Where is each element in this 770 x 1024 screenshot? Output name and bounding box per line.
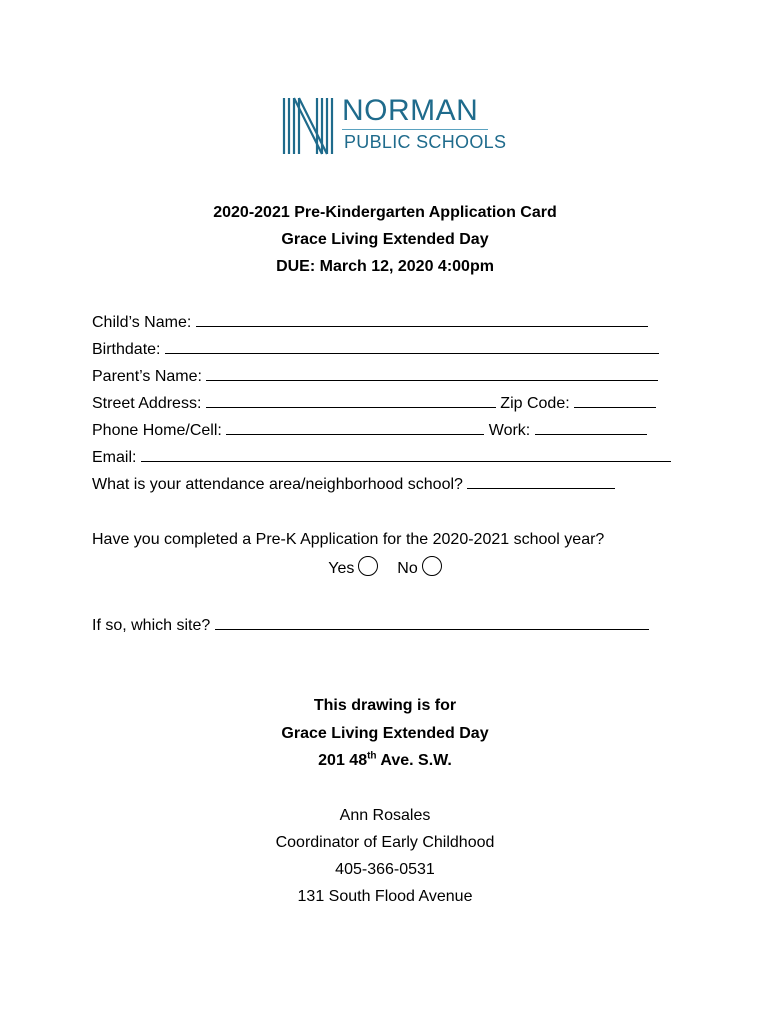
zip-code-line[interactable] xyxy=(574,393,656,408)
work-label: Work: xyxy=(488,422,531,439)
which-site-line[interactable] xyxy=(215,615,649,630)
child-name-label: Child’s Name: xyxy=(92,314,192,331)
phone-line[interactable] xyxy=(226,420,484,435)
form-due-date: DUE: March 12, 2020 4:00pm xyxy=(276,258,494,275)
phone-label: Phone Home/Cell: xyxy=(92,422,222,439)
norman-public-schools-logo xyxy=(282,94,507,156)
birthdate-line[interactable] xyxy=(165,339,659,354)
birthdate-field[interactable] xyxy=(92,339,659,360)
no-label: No xyxy=(397,560,418,577)
parent-name-line[interactable] xyxy=(206,366,658,381)
n-logo-icon xyxy=(282,96,334,156)
street-address-line[interactable] xyxy=(206,393,496,408)
child-name-line[interactable] xyxy=(196,312,648,327)
phone-field[interactable] xyxy=(92,420,647,441)
drawing-address xyxy=(0,747,770,774)
parent-name-field[interactable] xyxy=(92,366,658,387)
contact-title: Coordinator of Early Childhood xyxy=(275,834,495,851)
logo-norman-text: NORMAN xyxy=(342,94,479,127)
attendance-area-line[interactable] xyxy=(467,474,615,489)
contact-name: Ann Rosales xyxy=(339,807,431,824)
contact-phone: 405-366-0531 xyxy=(335,861,435,878)
yes-no-options xyxy=(0,556,770,578)
prek-application-question: Have you completed a Pre-K Application for the 2020-2021 school year? xyxy=(92,531,605,548)
child-name-field[interactable] xyxy=(92,312,648,333)
zip-code-label: Zip Code: xyxy=(500,395,570,412)
no-radio[interactable] xyxy=(422,556,442,576)
form-site: Grace Living Extended Day xyxy=(281,231,489,248)
yes-label: Yes xyxy=(328,560,355,577)
which-site-label: If so, which site? xyxy=(92,617,211,634)
street-address-label: Street Address: xyxy=(92,395,202,412)
contact-address: 131 South Flood Avenue xyxy=(297,888,473,905)
attendance-area-label: What is your attendance area/neighborhood school? xyxy=(92,476,463,493)
work-line[interactable] xyxy=(535,420,647,435)
drawing-address-number: 201 48 xyxy=(318,752,368,769)
birthdate-label: Birthdate: xyxy=(92,341,161,358)
yes-radio[interactable] xyxy=(358,556,378,576)
email-line[interactable] xyxy=(141,447,671,462)
parent-name-label: Parent’s Name: xyxy=(92,368,202,385)
drawing-address-street: Ave. S.W. xyxy=(376,752,452,769)
drawing-site: Grace Living Extended Day xyxy=(281,725,489,742)
attendance-area-field[interactable] xyxy=(92,474,615,495)
form-title: 2020-2021 Pre-Kindergarten Application Card xyxy=(213,204,557,221)
logo-divider xyxy=(342,129,488,130)
drawing-address-suffix: th xyxy=(367,750,377,762)
drawing-heading: This drawing is for xyxy=(313,697,457,714)
email-label: Email: xyxy=(92,449,137,466)
logo-public-schools-text: PUBLIC SCHOOLS xyxy=(344,132,507,152)
email-field[interactable] xyxy=(92,447,671,468)
street-address-field[interactable] xyxy=(92,393,656,414)
which-site-field[interactable] xyxy=(92,615,649,636)
